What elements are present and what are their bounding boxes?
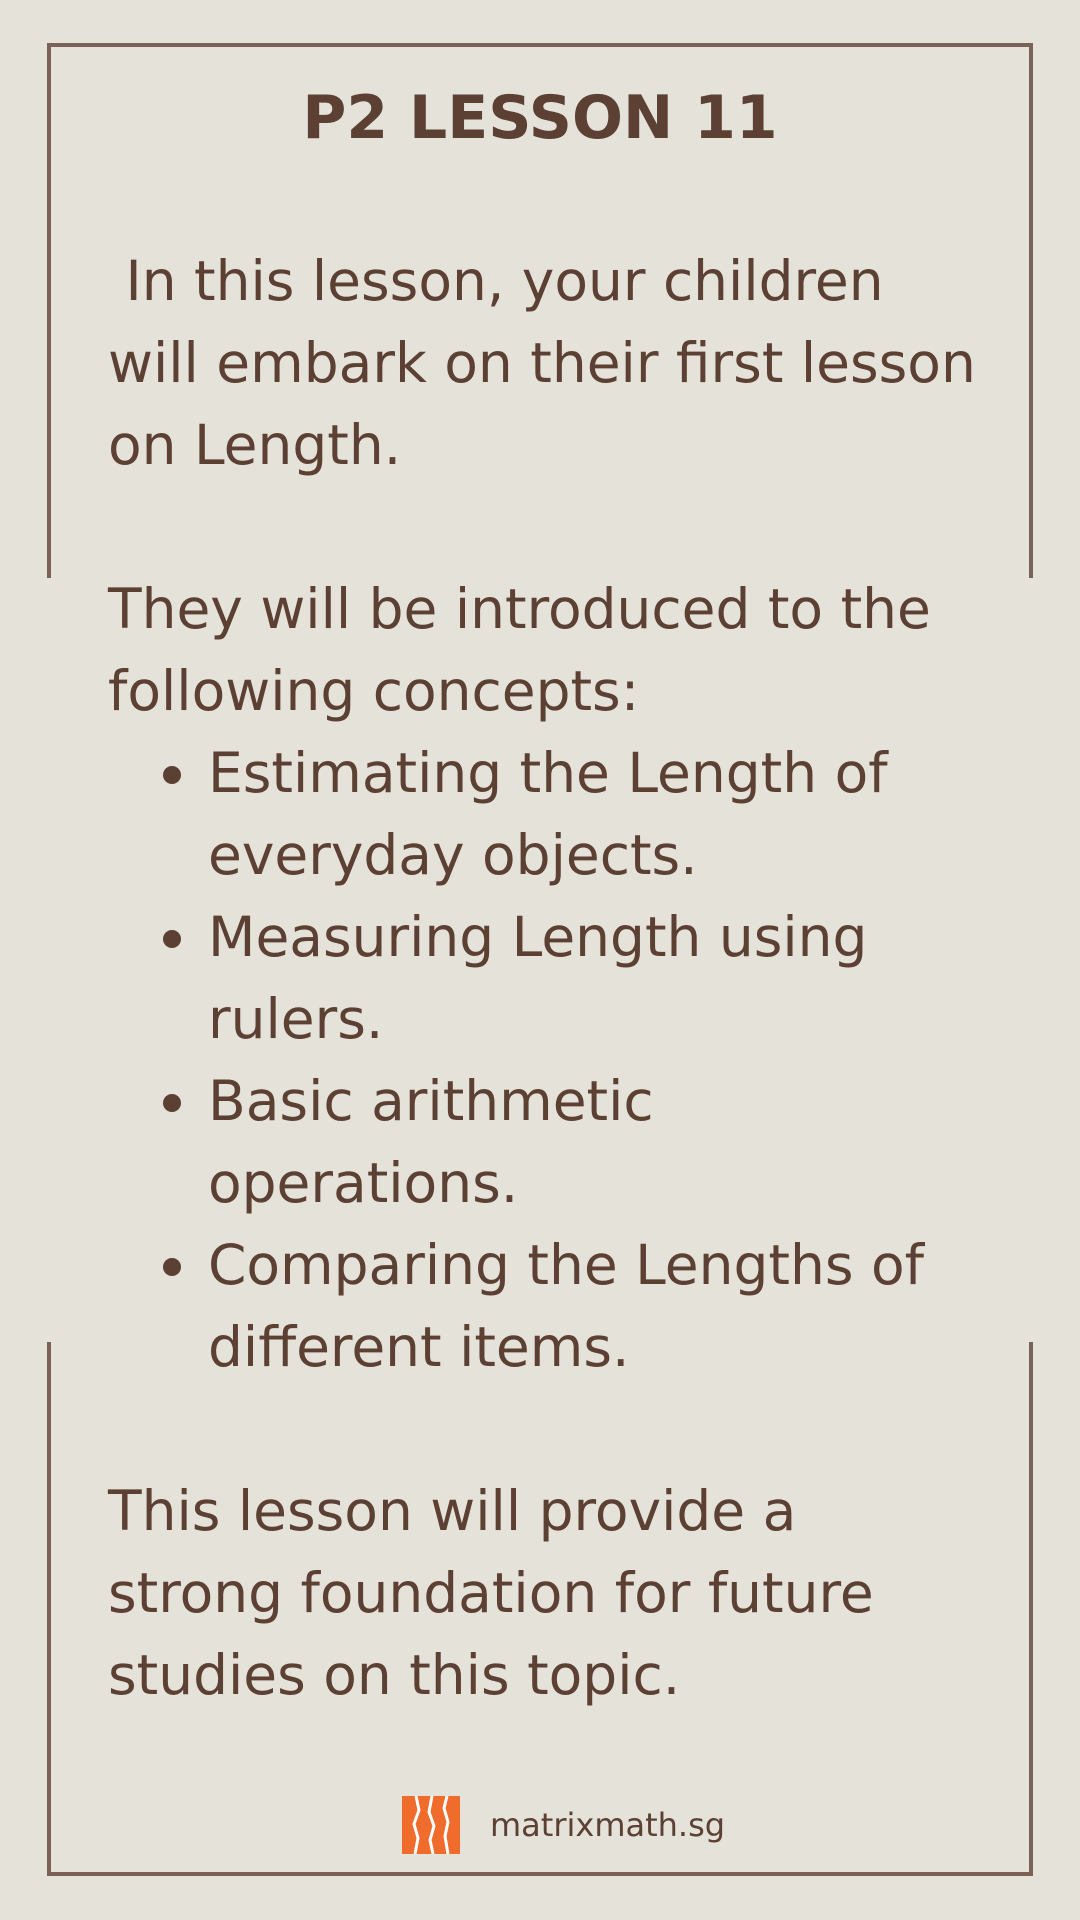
frame-top-border — [47, 43, 1033, 47]
lesson-content — [108, 240, 994, 1716]
concept-list — [108, 732, 978, 1388]
website-link[interactable]: matrixmath.sg — [490, 1806, 726, 1844]
footer — [402, 1796, 725, 1854]
concept-item: Comparing the Lengths of different items. — [208, 1224, 978, 1388]
concept-item: Estimating the Length of everyday objects. — [208, 732, 978, 896]
frame-right-lower-border — [1029, 1342, 1033, 1876]
page-title: P2 LESSON 11 — [302, 83, 778, 153]
frame-left-lower-border — [47, 1342, 51, 1876]
matrixmath-logo-icon — [402, 1796, 460, 1854]
frame-bottom-border — [47, 1872, 1033, 1876]
concepts-intro: They will be introduced to the following concepts: — [108, 577, 931, 723]
concept-item: Measuring Length using rulers. — [208, 896, 978, 1060]
closing-paragraph: This lesson will provide a strong foundation for future studies on this topic. — [108, 1479, 874, 1707]
concept-item: Basic arithmetic operations. — [208, 1060, 978, 1224]
intro-paragraph: In this lesson, your children will embark on their first lesson on Length. — [108, 249, 994, 477]
